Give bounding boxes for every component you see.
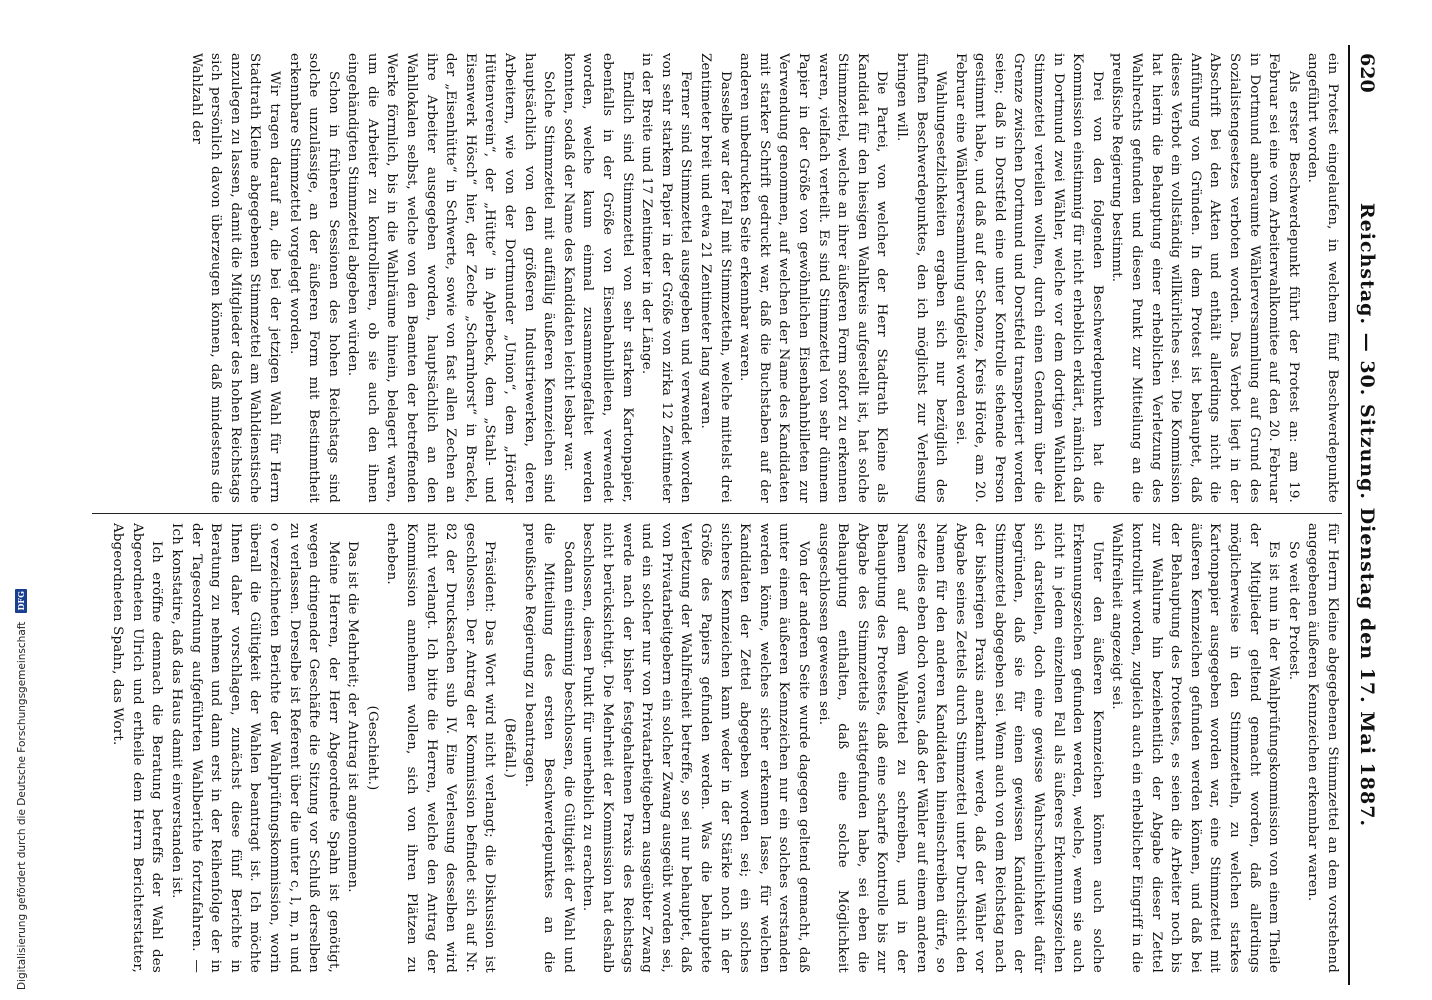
paragraph: Präsident: Das Wort wird nicht verlangt; die Diskussion ist geschlossen. Der Antrag der Kommission befindet sich auf Nr. 82 der Drucksachen sub IV. Eine Verlesung desselben wird nicht verlangt. Ich bitte die Herren, welche den Antrag der Kommission annehmen wollen, sich von ihren Plätzen zu erheben. bbox=[384, 523, 498, 973]
paragraph: Dasselbe war der Fall mit Stimmzetteln, welche mittelst drei Zentimeter breit und etwa 21 Zentimeter lang waren. bbox=[698, 53, 733, 503]
left-column bbox=[102, 53, 1342, 503]
paragraph: Unter den äußeren Kennzeichen können auch solche Erkennungszeichen gefunden werden, welche, wenn sie auch nicht in jedem einzelnen Fall als äußeres Erkennungszeichen sich darstellen, doch eine gewisse Wahrscheinlichkeit dafür begründen, daß sie für einen gewissen Kandidaten der Stimmzettel abgegeben sei. Wenn auch von dem Reichstag nach der bisherigen Praxis anerkannt werde, daß der Wähler vor Abgabe seines Zettels durch Stimmzettel unter Durchsicht den Namen für den anderen Kandidaten hineinschreiben dürfe, so setze dies eben doch voraus, daß der Wähler auf einem anderen Namen auf dem Wahlzettel zu schreiben, und in der Behauptung des Protestes, daß eine scharfe Kontrolle bis zur Abgabe des Stimmzettels stattgefunden habe, sei eben die Behauptung enthalten, daß eine solche Möglichkeit ausgeschlossen gewesen sei. bbox=[815, 523, 1105, 973]
dfg-logo-icon: DFG bbox=[15, 591, 26, 611]
paragraph: Wahlungesetzlichkeiten ergaben sich nur bezüglich des fünften Beschwerdepunktes, den ich möglichst zur Verlesung bringen will. bbox=[893, 53, 949, 503]
paragraph: Solche Stimmzettel mit auffällig äußeren Kennzeichen sind hauptsächlich von den größeren Industriewerken, deren Arbeitern, wie von der Dortmunder „Union“, dem „Hörder Hüttenverein“, der „Hütte“ in Aplerbeck, dem „Stahl- und Eisenwerk Hösch“ hier, der Zeche „Scharnhorst“ in Brackel, der „Eisenhütte“ in Schwerte, sowie von fast allen Zechen an ihre Arbeiter ausgegeben worden, hauptsächlich an den Wahllokalen selbst, welche von den Beamten der betreffenden Werke förmlich, bis in die Wahlräume hinein, belagert waren, um die Arbeiter zu kontrollieren, ob sie auch den ihnen eingehändigten Stimmzettel abgeben würden. bbox=[345, 53, 557, 503]
paragraph: Sodann einstimmig beschlossen, die Gültigkeit der Wahl und die Mitteilung des ersten Beschwerdepunktes an die preußische Regierung zu beantragen. bbox=[521, 523, 576, 973]
paragraph: Die Partei, von welcher der Herr Stadtrath Kleine als Kandidat für den hiesigen Wahlkreis aufgestellt ist, hat solche Stimmzettel, welche an ihrer äußeren Form sofort zu erkennen waren, vielfach verteilt. Es sind Stimmzettel von sehr dünnem Papier in der Größe von gewöhnlichen Eisenbahnbilleten zur Verwendung genommen, auf welchen der Name des Kandidaten mit starker Schrift gedruckt war, daß die Buchstaben auf der anderen unbedruckten Seite erkennbar waren. bbox=[737, 53, 890, 503]
paragraph: Endlich sind Stimmzettel von sehr starkem Kartonpapier, ebenfalls in der Größe von Eisenbahnbilleten, verwendet worden, welche kaum einmal zusammengefaltet werden konnten, sodaß der Name des Kandidaten leicht lesbar war. bbox=[560, 53, 635, 503]
paragraph: Es ist nun in der Wahlprüfungskommission von einem Theile der Mitglieder geltend gemacht worden, daß allerdings möglicherweise in den Stimmzetteln, zu welchen starkes Kartonpapier ausgegeben worden war, eine Stimmzettel mit äußeren Kennzeichen gefunden werden können, und daß bei der Behauptung des Protestes, es seien die Arbeiter noch bis zur Wahlurne hin beziehentlich der Abgabe dieser Zettel kontrollirt worden, zugleich auch ein erheblicher Eingriff in die Wahlfreiheit angezeigt sei. bbox=[1109, 523, 1282, 973]
column-divider bbox=[92, 513, 1342, 514]
footer-text: Digitalisierung gefördert durch die Deutsche Forschungsgemeinschaft bbox=[16, 621, 28, 990]
page-number: 620 bbox=[1356, 53, 1378, 93]
paragraph: Als erster Beschwerdepunkt führt der Protest an: am 19. Februar sei eine vom Arbeiterwahlkomitee auf den 20. Februar in Dortmund anberaumte Wählerversammlung auf Grund des Sozialistengesetzes verboten worden. Das Verbot liegt in der Abschrift bei den Akten und enthält allerdings nicht die Anführung von Gründen. In dem Protest ist behauptet, daß dieses Verbot ein vollständig willkürliches sei. Die Kommission hat hierin die Behauptung einer erheblichen Verletzung des Wahlrechts gefunden und diesen Punkt zur Mitteilung an die preußische Regierung bestimmt. bbox=[1109, 53, 1301, 503]
paragraph: Schon in früheren Sessionen des hohen Reichstags sind solche unzulässige, an der äußeren Form mit Bestimmtheit erkennbare Stimmzettel vorgelegt worden. bbox=[286, 53, 341, 503]
paragraph: Von der anderen Seite wurde dagegen geltend gemacht, daß unter einem äußeren Kennzeichen nur ein solches verstanden werden könne, welches sicher erkennen lasse, für welchen Kandidaten der Zettel abgegeben worden sei; ein solches sicheres Kennzeichen kann weder in der Stärke noch in der Größe des Papiers gefunden werden. Was die behauptete Verletzung der Wahlfreiheit betreffe, so sei nur behauptet, daß von Privatarbeitgebern ein solcher Zwang ausgeübt worden sei, und ein solcher nur von Privatarbeitgebern ausgeübter Zwang werde nach der bisher festgehaltenen Praxis des Reichstags nicht berücksichtigt. Die Mehrheit der Kommission hat deshalb beschlossen, diesen Punkt für unerheblich zu erachten. bbox=[580, 523, 811, 973]
newspaper-page bbox=[82, 45, 1382, 985]
stage-direction: (Beifall.) bbox=[502, 717, 518, 779]
page-title: Reichstag. — 30. Sitzung. Dienstag den 17. Mai 1887. bbox=[1356, 202, 1378, 828]
stage-direction: (Geschieht.) bbox=[364, 705, 380, 791]
paragraph: ein Protest eingelaufen, in welchem fünf Beschwerdepunkte angeführt worden. bbox=[1305, 53, 1340, 503]
digitization-footer bbox=[10, 0, 28, 990]
paragraph: Ich eröffne demnach die Beratung betreffs der Wahl des Abgeordneten Ulrich und ertheile dem Herrn Berichterstatter, Abgeordneten Spahn, das Wort. bbox=[110, 523, 165, 973]
paragraph: Wir tragen darauf an, die bei der jetzigen Wahl für Herrn Stadtrath Kleine abgegebenen Stimmzettel am Wahldienstische anzulegen zu lassen, damit die Mitglieder des hohen Reichstags sich persönlich davon überzeugen können, daß mindestens die Wahlzahl der bbox=[188, 53, 282, 503]
paragraph: Meine Herren, der Herr Abgeordnete Spahn ist genötigt, wegen dringender Geschäfte die Sitzung vor Schluß derselben zu verlassen. Derselbe ist Referent über die unter c, l, m, n und o verzeichneten Berichte der Wahlprüfungskommission, worin überall die Gültigkeit der Wahlen beantragt ist. Ich möchte Ihnen daher vorschlagen, zunächst diese fünf Berichte in Beratung zu nehmen und dann erst in der Reihenfolge der in der Tagesordnung aufgeführten Wahlberichte fortzufahren. — Ich konstatire, daß das Haus damit einverstanden ist. bbox=[168, 523, 341, 973]
paragraph: Ferner sind Stimmzettel ausgegeben und verwendet worden von sehr starkem Papier in der Größe von zirka 12 Zentimeter in der Breite und 17 Zentimeter in der Länge. bbox=[639, 53, 694, 503]
paragraph: Drei von den folgenden Beschwerdepunkten hat die Kommission einstimmig für nicht erheblich erklärt, nämlich daß in Dortmund zwei Wähler, welche vor dem dortigen Wahllokal Stimmzettel verteilen wollten, durch einen Gendarm über die Grenze zwischen Dortmund und Dorstfeld transportiert worden seien; daß in Dorstfeld eine unter Kontrolle stehende Person gestimmt habe, und daß auf der Schonze, Kreis Hörde, am 20. Februar eine Wählerversammlung aufgelöst worden sei. bbox=[952, 53, 1105, 503]
paragraph: So weit der Protest. bbox=[1285, 541, 1301, 681]
paragraph: für Herrn Kleine abgegebenen Stimmzettel an dem vorstehend angegebenen äußeren Kennzeichen erkennbar waren. bbox=[1305, 523, 1340, 973]
right-column bbox=[102, 523, 1342, 973]
paragraph: Das ist die Mehrheit; der Antrag ist angenommen. bbox=[345, 541, 361, 893]
page-header bbox=[1348, 45, 1382, 985]
